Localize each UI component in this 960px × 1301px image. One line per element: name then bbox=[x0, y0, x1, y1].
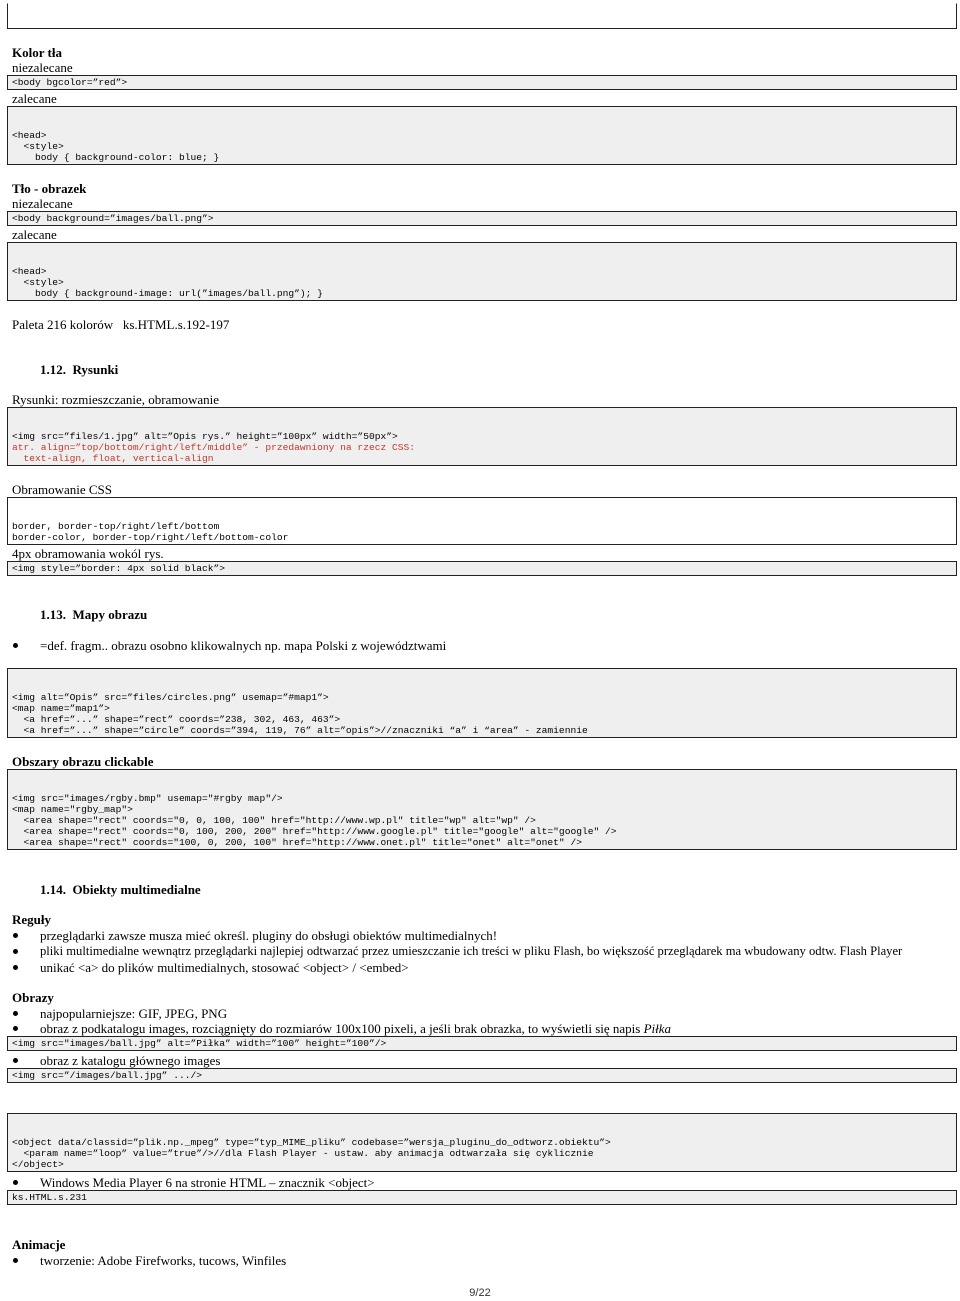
label-niezalecane: niezalecane bbox=[12, 60, 73, 75]
code-line: <style> bbox=[12, 141, 64, 152]
code-line: <head> bbox=[12, 130, 47, 141]
code-line: border, border-top/right/left/bottom bbox=[12, 521, 220, 532]
code-line: body { background-image: url(”images/ball.png”); } bbox=[12, 288, 323, 299]
code-block bbox=[7, 242, 957, 301]
bullet-icon bbox=[13, 933, 18, 938]
code-line: <style> bbox=[12, 277, 64, 288]
list-item: =def. fragm.. obrazu osobno klikowalnych np. mapa Polski z województwami bbox=[40, 638, 447, 653]
code-line bbox=[12, 736, 956, 738]
code-line: <img src="images/rgby.bmp" usemap="#rgby map"/> bbox=[12, 793, 283, 804]
list-item: przeglądarki zawsze musza mieć określ. pluginy do obsługi obiektów multimedialnych! bbox=[40, 928, 498, 943]
code-line: <map name=”map1”> bbox=[12, 703, 110, 714]
code-line bbox=[12, 163, 956, 165]
code-block-object bbox=[7, 1113, 957, 1172]
bullet-icon bbox=[13, 1011, 18, 1016]
code-line: <img style=”border: 4px solid black”> bbox=[12, 563, 226, 574]
code-line: <head> bbox=[12, 266, 47, 277]
page-number: 9/22 bbox=[469, 1287, 491, 1299]
code-block-map bbox=[7, 668, 957, 738]
section-heading-1-13: 1.13. Mapy obrazu bbox=[40, 607, 148, 622]
list-item bbox=[40, 1021, 671, 1036]
section-heading-1-12: 1.12. Rysunki bbox=[40, 362, 119, 377]
code-line: <body bgcolor=”red”> bbox=[12, 77, 128, 88]
code-line: <param name=”loop” value=”true”/>//dla Flash Player - ustaw. aby animacja odtwarzała się cyklicznie bbox=[12, 1148, 594, 1159]
list-item: Windows Media Player 6 na stronie HTML – znacznik <object> bbox=[40, 1175, 375, 1190]
code-block bbox=[7, 1068, 957, 1083]
code-line: </object> bbox=[12, 1159, 64, 1170]
code-line bbox=[12, 27, 956, 29]
code-line: <img src=”/images/ball.jpg” .../> bbox=[12, 1070, 202, 1081]
code-line: <img src=”files/1.jpg” alt=”Opis rys.” height=”100px” width=”50px”> bbox=[12, 431, 398, 442]
bullet-icon bbox=[13, 643, 18, 648]
code-line bbox=[12, 1170, 956, 1172]
bullet-icon bbox=[13, 1058, 18, 1063]
code-block bbox=[7, 561, 957, 576]
code-block bbox=[7, 75, 957, 90]
subheading-reguly: Reguły bbox=[12, 912, 51, 927]
label-4px: 4px obramowania wokól rys. bbox=[12, 546, 164, 561]
list-item: pliki multimedialne wewnątrz przeglądarki najlepiej odtwarzać przez umieszczanie ich treści w pliku Flash, bo większość przeglądarek ma wbudowany odtw. Flash Player bbox=[40, 944, 903, 958]
list-item: tworzenie: Adobe Firefworks, tucows, Winfiles bbox=[40, 1253, 287, 1268]
label-zalecane: zalecane bbox=[12, 227, 57, 242]
paleta-note: Paleta 216 kolorów ks.HTML.s.192-197 bbox=[12, 317, 230, 332]
list-item: unikać <a> do plików multimedialnych, stosować <object> / <embed> bbox=[40, 960, 409, 975]
bullet-icon bbox=[13, 1258, 18, 1263]
code-line: <map name="rgby_map"> bbox=[12, 804, 133, 815]
subheading-animacje: Animacje bbox=[12, 1237, 66, 1252]
code-comment: atr. align=”top/bottom/right/left/middle” - przedawniony na rzecz CSS: bbox=[12, 442, 416, 453]
code-block-border bbox=[7, 497, 957, 545]
section-heading-tlo-obrazek: Tło - obrazek bbox=[12, 181, 87, 196]
code-block bbox=[7, 1036, 957, 1051]
code-line: <img src="images/ball.jpg” alt=”Piłka” width=”100” height=”100”/> bbox=[12, 1038, 387, 1049]
subheading-obramowanie: Obramowanie CSS bbox=[12, 482, 113, 497]
code-line bbox=[12, 848, 956, 850]
code-line: <area shape="rect" coords="100, 0, 200, 100" href="http://www.onet.pl" title="onet" alt="onet" /> bbox=[12, 837, 582, 848]
bullet-icon bbox=[13, 965, 18, 970]
code-line: <img alt=”Opis” src=”files/circles.png” usemap=”#map1”> bbox=[12, 692, 329, 703]
bullet-icon bbox=[13, 949, 18, 954]
code-line: <area shape="rect" coords="0, 100, 200, 200" href="http://www.google.pl" title="google" alt="google" /> bbox=[12, 826, 617, 837]
code-line bbox=[12, 299, 956, 301]
label-zalecane: zalecane bbox=[12, 91, 57, 106]
code-line: <body background=”images/ball.png”> bbox=[12, 213, 214, 224]
list-item: obraz z katalogu głównego images bbox=[40, 1053, 221, 1068]
code-line: border-color, border-top/right/left/bottom-color bbox=[12, 532, 289, 543]
section-heading-kolor-tla: Kolor tła bbox=[12, 45, 62, 60]
code-block bbox=[7, 1190, 957, 1205]
subheading-rysunki: Rysunki: rozmieszczanie, obramowanie bbox=[12, 392, 220, 407]
list-item-text: obraz z podkatalogu images, rozciągnięty do rozmiarów 100x100 pixeli, a jeśli brak obrazka, to wyświetli się napis bbox=[40, 1021, 644, 1036]
code-line: <area shape="rect" coords="0, 0, 100, 100" href="http://www.wp.pl" title="wp" alt="wp" /> bbox=[12, 815, 536, 826]
section-heading-1-14: 1.14. Obiekty multimedialne bbox=[40, 882, 201, 897]
code-line: <a href=”...” shape=”rect” coords=”238, 302, 463, 463”> bbox=[12, 714, 341, 725]
code-block bbox=[7, 211, 957, 226]
code-comment bbox=[12, 464, 956, 466]
code-block-img bbox=[7, 407, 957, 466]
subheading-obszary: Obszary obrazu clickable bbox=[12, 754, 154, 769]
bullet-icon bbox=[13, 1026, 18, 1031]
code-comment: text-align, float, vertical-align bbox=[12, 453, 214, 464]
list-item-emphasis: Piłka bbox=[643, 1021, 672, 1036]
list-item: najpopularniejsze: GIF, JPEG, PNG bbox=[40, 1006, 228, 1021]
code-line: <a href=”...” shape=”circle” coords=”394, 119, 76” alt=”opis”>//znaczniki “a” i “area” - zamiennie bbox=[12, 725, 588, 736]
subheading-obrazy: Obrazy bbox=[12, 990, 54, 1005]
code-line: <object data/classid=”plik.np._mpeg” type=”typ_MIME_pliku” codebase=”wersja_pluginu_do_odtworz.obiektu”> bbox=[12, 1137, 611, 1148]
code-block bbox=[7, 106, 957, 165]
label-niezalecane: niezalecane bbox=[12, 196, 73, 211]
code-block-top bbox=[7, 3, 957, 29]
bullet-icon bbox=[13, 1180, 18, 1185]
code-line bbox=[12, 543, 956, 545]
code-block-area bbox=[7, 769, 957, 850]
code-line: body { background-color: blue; } bbox=[12, 152, 220, 163]
code-line: ks.HTML.s.231 bbox=[12, 1192, 87, 1203]
